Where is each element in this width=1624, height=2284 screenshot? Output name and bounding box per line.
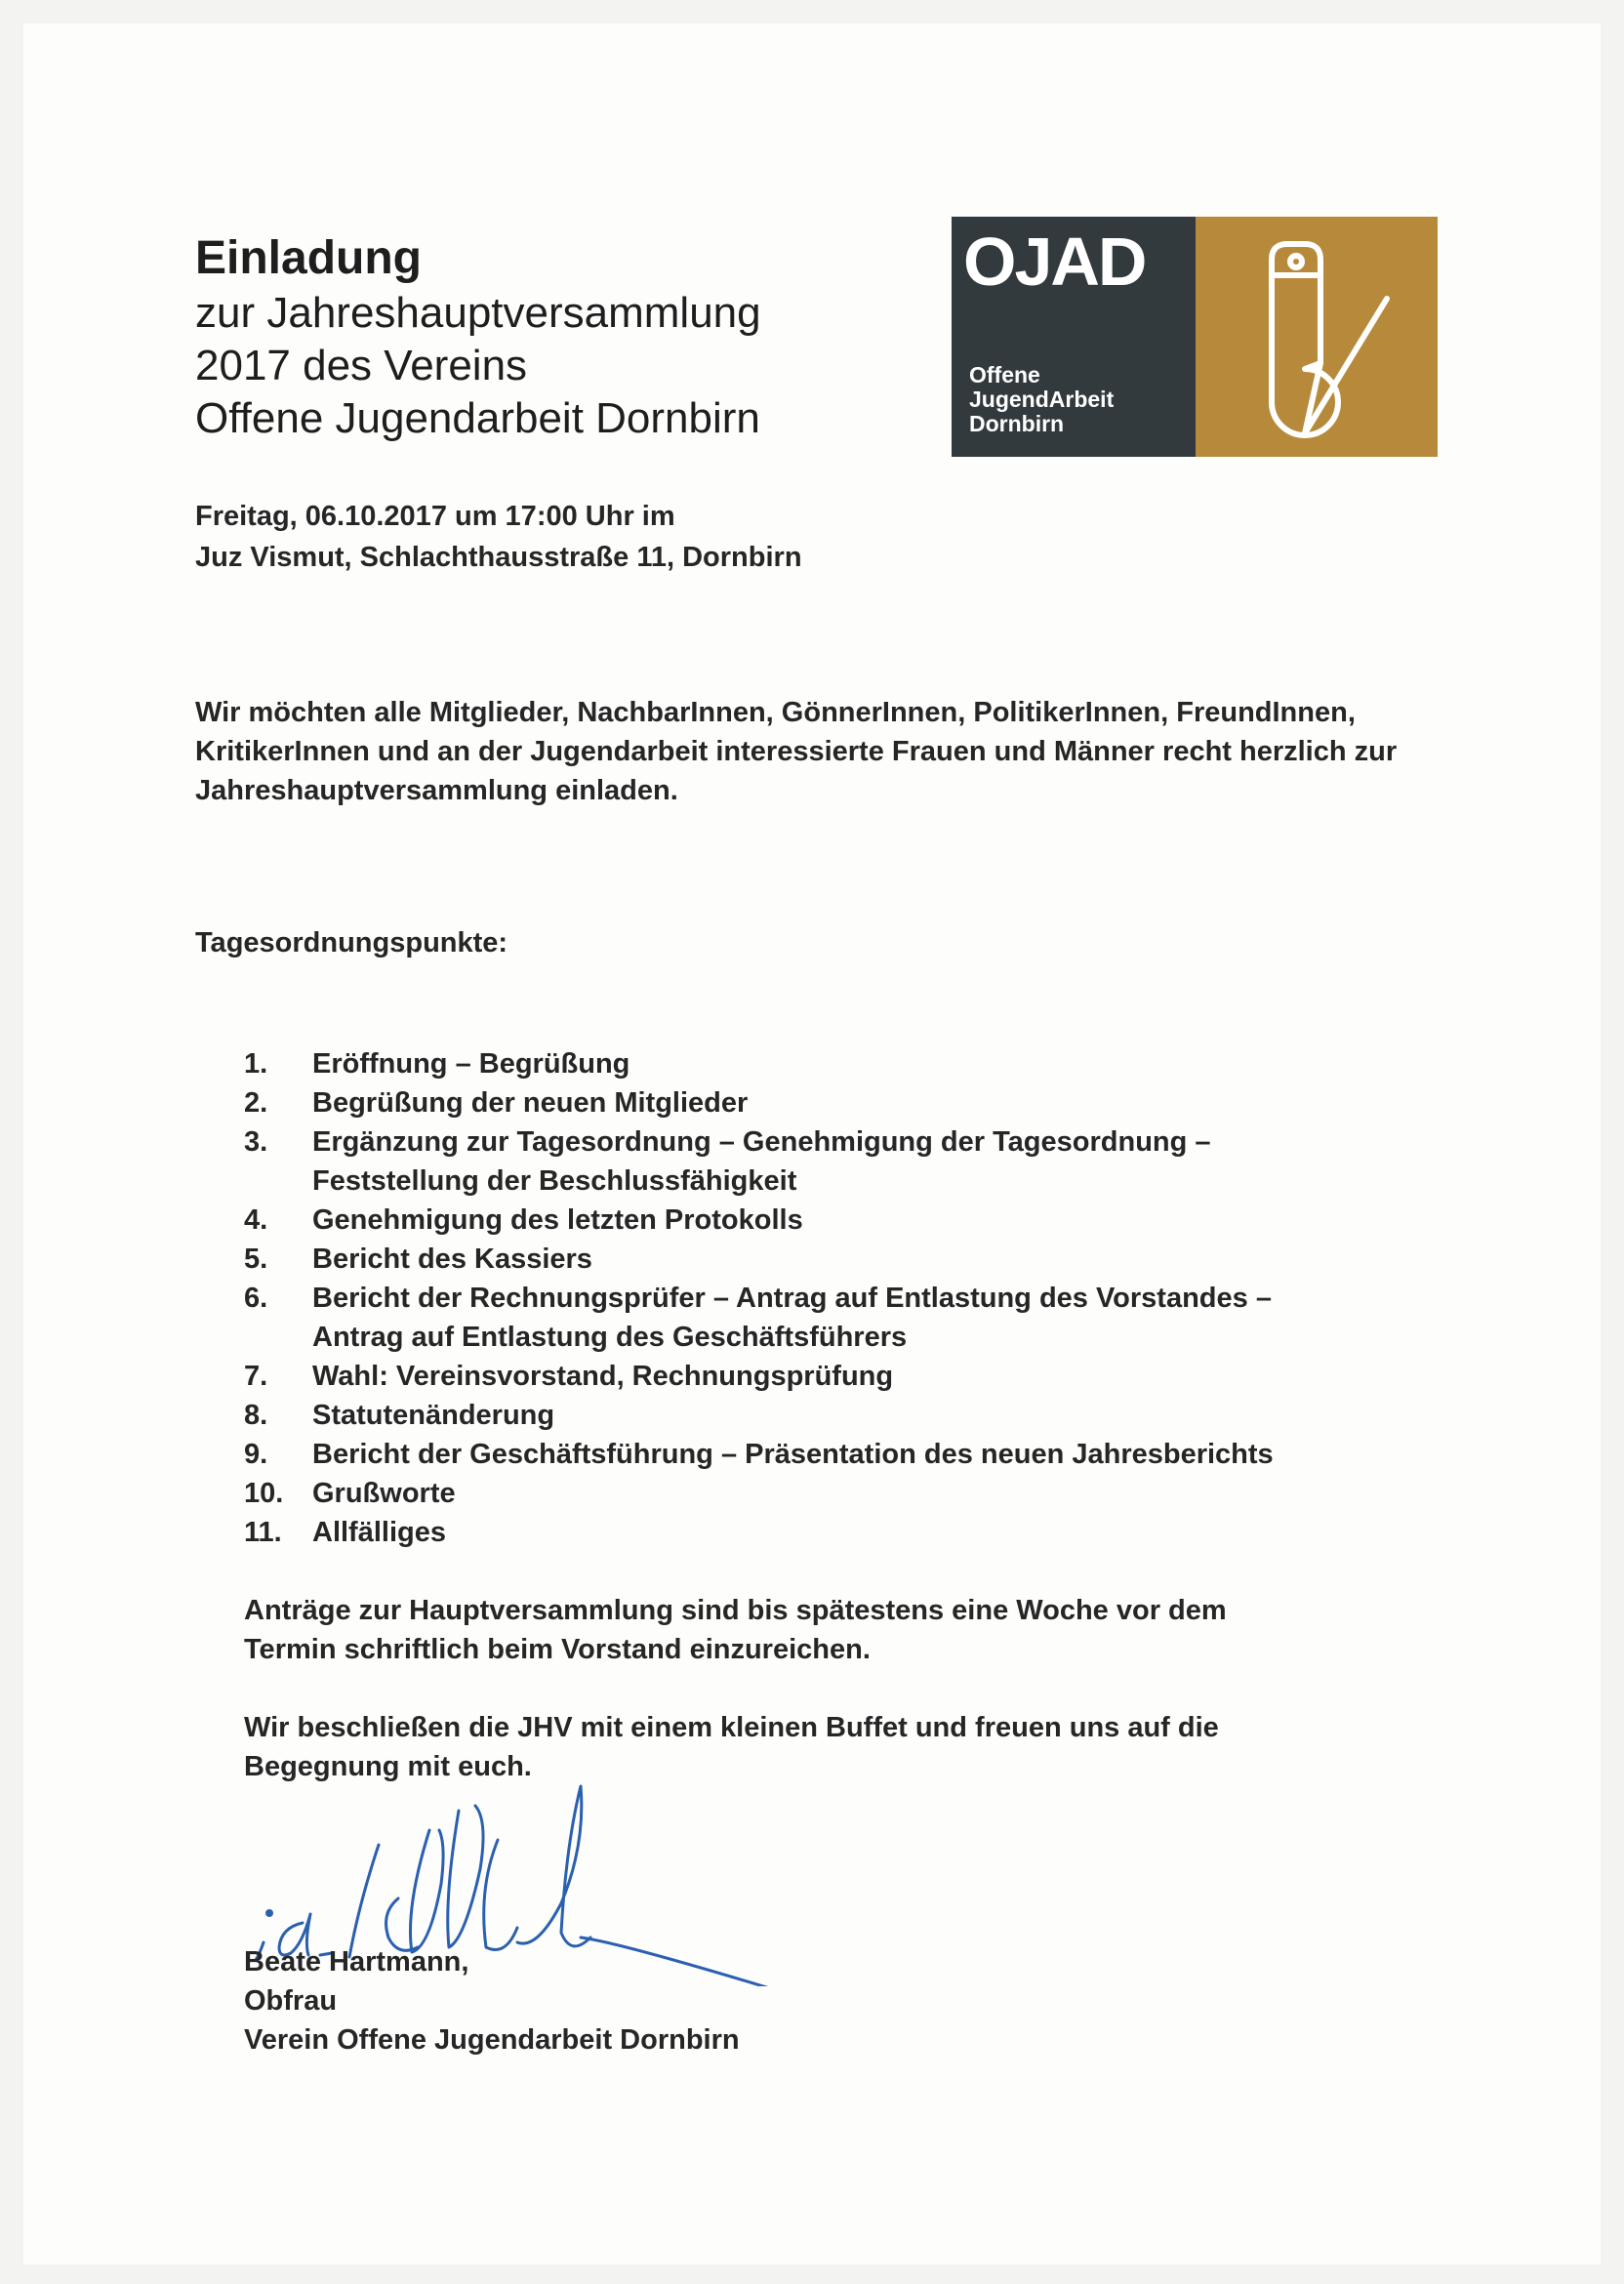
agenda-item-line: Antrag auf Entlastung des Geschäftsführers xyxy=(312,1322,908,1353)
agenda-item-text xyxy=(312,1357,893,1396)
event-date-time: Freitag, 06.10.2017 um 17:00 Uhr im xyxy=(195,501,675,532)
agenda-item-line: Ergänzung zur Tagesordnung – Genehmigung der Tagesordnung – xyxy=(312,1126,1211,1158)
submission-note-line-1: Anträge zur Hauptversammlung sind bis spätestens eine Woche vor dem xyxy=(244,1595,1227,1626)
agenda-item-line: Wahl: Vereinsvorstand, Rechnungsprüfung xyxy=(312,1361,894,1392)
closing-note-line-2: Begegnung mit euch. xyxy=(244,1751,532,1782)
agenda-item-text xyxy=(312,1044,629,1083)
document-title: Einladung xyxy=(195,232,422,284)
logo-line-1: Offene xyxy=(969,362,1040,387)
agenda-item-number: 2. xyxy=(244,1087,268,1119)
submission-note xyxy=(244,1591,1415,1669)
agenda-item-text xyxy=(312,1474,456,1513)
agenda-item-number: 9. xyxy=(244,1439,268,1470)
agenda-item xyxy=(244,1357,1274,1396)
agenda-item xyxy=(244,1279,1274,1357)
agenda-item xyxy=(244,1435,1274,1474)
agenda-item-number: 10. xyxy=(244,1478,284,1509)
submission-note-line-2: Termin schriftlich beim Vorstand einzureichen. xyxy=(244,1634,871,1665)
agenda-item-text xyxy=(312,1122,1211,1201)
agenda-item-line: Statutenänderung xyxy=(312,1400,555,1431)
agenda-item xyxy=(244,1201,1274,1240)
agenda-item-number: 1. xyxy=(244,1048,268,1080)
agenda-heading: Tagesordnungspunkte: xyxy=(195,927,508,958)
agenda-item-number: 4. xyxy=(244,1204,268,1236)
signatory-role: Obfrau xyxy=(244,1985,338,2017)
agenda-item-line: Eröffnung – Begrüßung xyxy=(312,1048,630,1080)
agenda-item xyxy=(244,1474,1274,1513)
agenda-item xyxy=(244,1044,1274,1083)
agenda-item xyxy=(244,1513,1274,1552)
agenda-item-line: Allfälliges xyxy=(312,1517,446,1548)
subtitle-line-1: zur Jahreshauptversammlung xyxy=(195,289,761,337)
agenda-item-text xyxy=(312,1435,1274,1474)
agenda-item-number: 6. xyxy=(244,1283,268,1314)
agenda-item xyxy=(244,1240,1274,1279)
agenda-item-number: 11. xyxy=(244,1517,282,1548)
agenda-item-text xyxy=(312,1201,803,1240)
agenda-item-line: Grußworte xyxy=(312,1478,456,1509)
agenda-item-number: 8. xyxy=(244,1400,268,1431)
logo-dark-panel xyxy=(952,217,1196,457)
agenda-item-line: Feststellung der Beschlussfähigkeit xyxy=(312,1165,797,1197)
safety-pin-icon xyxy=(1196,217,1438,457)
agenda-item-line: Bericht der Geschäftsführung – Präsentation des neuen Jahresberichts xyxy=(312,1439,1274,1470)
agenda-item xyxy=(244,1396,1274,1435)
agenda-item-number: 3. xyxy=(244,1126,268,1158)
logo-accent-panel xyxy=(1196,217,1438,457)
ojad-logo xyxy=(952,217,1438,457)
signatory-organization: Verein Offene Jugendarbeit Dornbirn xyxy=(244,2024,740,2056)
agenda-item-number: 5. xyxy=(244,1244,268,1275)
event-details xyxy=(195,496,802,578)
logo-abbreviation: OJAD xyxy=(963,224,1146,300)
agenda-item-text xyxy=(312,1083,748,1122)
subtitle-line-2: 2017 des Vereins xyxy=(195,342,528,389)
intro-paragraph: Wir möchten alle Mitglieder, NachbarInnen, GönnerInnen, PolitikerInnen, FreundInnen, KritikerInnen und an der Jugendarbeit interessierte Frauen und Männer recht herzlich zur Jahreshauptversammlung einladen. xyxy=(195,697,1398,806)
closing-note-line-1: Wir beschließen die JHV mit einem kleinen Buffet und freuen uns auf die xyxy=(244,1712,1219,1743)
agenda-item-line: Bericht der Rechnungsprüfer – Antrag auf Entlastung des Vorstandes – xyxy=(312,1283,1272,1314)
signatory-block xyxy=(244,1942,740,2060)
event-location: Juz Vismut, Schlachthausstraße 11, Dornbirn xyxy=(195,542,802,573)
agenda-item-text xyxy=(312,1279,1272,1357)
agenda-item-text xyxy=(312,1396,554,1435)
logo-line-3: Dornbirn xyxy=(969,411,1065,436)
heading-block xyxy=(195,230,761,445)
logo-text xyxy=(969,363,1114,436)
logo-line-2: JugendArbeit xyxy=(969,387,1115,412)
agenda-list xyxy=(244,1044,1274,1552)
agenda-item-number: 7. xyxy=(244,1361,268,1392)
agenda-item xyxy=(244,1083,1274,1122)
signatory-name: Beate Hartmann, xyxy=(244,1946,469,1978)
agenda-item-text xyxy=(312,1513,446,1552)
agenda-item xyxy=(244,1122,1274,1201)
agenda-item-text xyxy=(312,1240,592,1279)
subtitle-line-3: Offene Jugendarbeit Dornbirn xyxy=(195,394,760,442)
agenda-item-line: Genehmigung des letzten Protokolls xyxy=(312,1204,803,1236)
agenda-item-line: Begrüßung der neuen Mitglieder xyxy=(312,1087,749,1119)
agenda-item-line: Bericht des Kassiers xyxy=(312,1244,592,1275)
